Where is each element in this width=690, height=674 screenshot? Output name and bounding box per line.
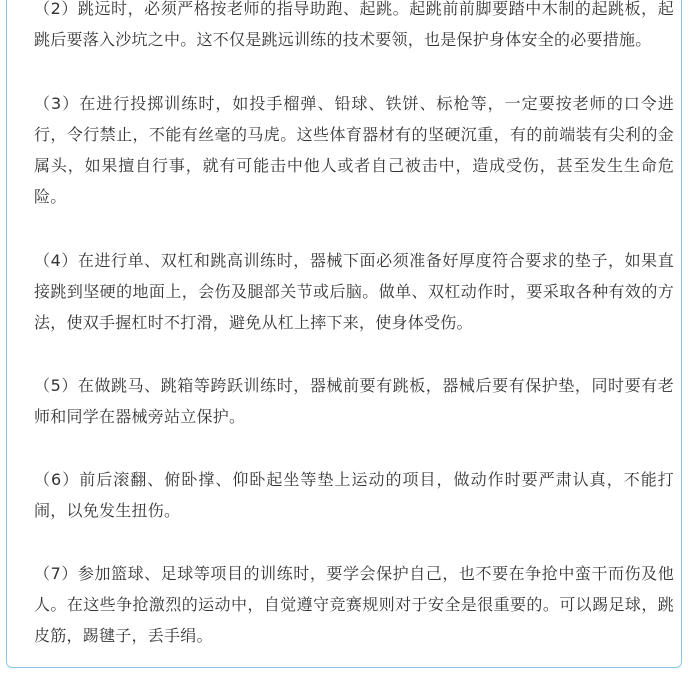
paragraph-mat-exercise: （6）前后滚翻、俯卧撑、仰卧起坐等垫上运动的项目，做动作时要严肃认真，不能打闹，以免发生扭伤。 (34, 470, 674, 520)
paragraph-throwing: （3）在进行投掷训练时，如投手榴弹、铅球、铁饼、标枪等，一定要按老师的口令进行，令行禁止，不能有丝毫的马虎。这些体育器材有的坚硬沉重，有的前端装有尖利的金属头，如果擅自行事，就有可能击中他人或者自己被击中，造成受伤，甚至发生生命危险。 (34, 94, 674, 206)
paragraph-vaulting: （5）在做跳马、跳箱等跨跃训练时，器械前要有跳板，器械后要有保护垫，同时要有老师和同学在器械旁站立保护。 (34, 376, 674, 426)
paragraph-long-jump: （2）跳远时，必须严格按老师的指导助跑、起跳。起跳前前脚要踏中木制的起跳板，起跳后要落入沙坑之中。这不仅是跳远训练的技术要领，也是保护身体安全的必要措施。 (34, 0, 674, 49)
paragraph-ball-games: （7）参加篮球、足球等项目的训练时，要学会保护自己，也不要在争抢中蛮干而伤及他人。在这些争抢激烈的运动中，自觉遵守竞赛规则对于安全是很重要的。可以踢足球，跳皮筋，踢毽子，丢手绢。 (34, 564, 674, 645)
paragraph-bars-high-jump: （4）在进行单、双杠和跳高训练时，器械下面必须准备好厚度符合要求的垫子，如果直接跳到坚硬的地面上，会伤及腿部关节或后脑。做单、双杠动作时，要采取各种有效的方法，使双手握杠时不打滑，避免从杠上摔下来，使身体受伤。 (34, 251, 674, 332)
article-card (6, 0, 682, 668)
